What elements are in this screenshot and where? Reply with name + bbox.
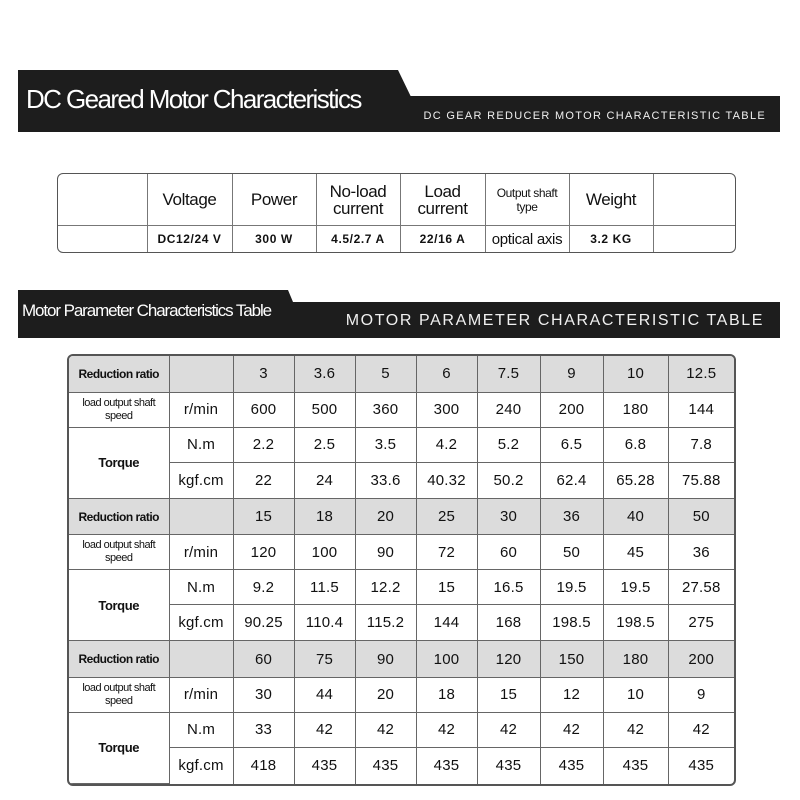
torque-kgf-value: 435	[668, 747, 734, 783]
torque-nm-value: 42	[603, 712, 668, 747]
speed-value: 500	[294, 392, 355, 427]
torque-nm-unit: N.m	[169, 427, 233, 462]
torque-kgf-unit: kgf.cm	[169, 462, 233, 498]
ratio-value: 12.5	[668, 356, 734, 392]
torque-kgf-value: 62.4	[540, 462, 603, 498]
torque-kgf-value: 65.28	[603, 462, 668, 498]
torque-nm-value: 3.5	[355, 427, 416, 462]
torque-label: Torque	[69, 570, 169, 641]
torque-nm-unit: N.m	[169, 712, 233, 747]
speed-value: 144	[668, 392, 734, 427]
spec-value-power: 300 W	[232, 226, 316, 252]
spec-header-load-current: Load current	[400, 174, 485, 226]
reduction-ratio-row	[69, 498, 734, 534]
empty-unit-cell	[169, 356, 233, 392]
ratio-value: 9	[540, 356, 603, 392]
spec-header-shaft-type: Output shaft type	[485, 174, 569, 226]
spec-header-noload-current: No-load current	[316, 174, 400, 226]
speed-value: 120	[233, 535, 294, 570]
reduction-ratio-row	[69, 356, 734, 392]
speed-value: 20	[355, 677, 416, 712]
torque-kgf-value: 24	[294, 462, 355, 498]
speed-value: 72	[416, 535, 477, 570]
spec-empty-cell	[653, 226, 735, 252]
speed-value: 300	[416, 392, 477, 427]
speed-value: 200	[540, 392, 603, 427]
speed-value: 60	[477, 535, 540, 570]
section-title: Motor Parameter Characteristics Table	[22, 301, 272, 320]
empty-unit-cell	[169, 641, 233, 677]
torque-nm-value: 6.8	[603, 427, 668, 462]
spec-header-row	[58, 174, 735, 226]
torque-nm-value: 6.5	[540, 427, 603, 462]
torque-nm-value: 42	[668, 712, 734, 747]
torque-kgf-value: 168	[477, 605, 540, 641]
reduction-ratio-label: Reduction ratio	[69, 498, 169, 534]
torque-nm-value: 42	[416, 712, 477, 747]
speed-value: 10	[603, 677, 668, 712]
speed-value: 100	[294, 535, 355, 570]
page-subtitle: DC GEAR REDUCER MOTOR CHARACTERISTIC TABLE	[423, 110, 766, 122]
torque-nm-value: 42	[355, 712, 416, 747]
torque-kgf-value: 435	[477, 747, 540, 783]
spec-header-weight: Weight	[569, 174, 653, 226]
ratio-value: 3	[233, 356, 294, 392]
torque-nm-value: 11.5	[294, 570, 355, 605]
torque-kgf-value: 144	[416, 605, 477, 641]
speed-value: 360	[355, 392, 416, 427]
ratio-value: 90	[355, 641, 416, 677]
speed-value: 50	[540, 535, 603, 570]
ratio-value: 75	[294, 641, 355, 677]
ratio-value: 6	[416, 356, 477, 392]
torque-nm-value: 4.2	[416, 427, 477, 462]
torque-kgf-value: 435	[355, 747, 416, 783]
ratio-value: 20	[355, 498, 416, 534]
ratio-value: 3.6	[294, 356, 355, 392]
spec-empty-cell	[653, 174, 735, 226]
ratio-value: 15	[233, 498, 294, 534]
torque-kgf-value: 418	[233, 747, 294, 783]
torque-nm-value: 19.5	[540, 570, 603, 605]
ratio-value: 36	[540, 498, 603, 534]
torque-kgf-value: 50.2	[477, 462, 540, 498]
speed-value: 180	[603, 392, 668, 427]
speed-row	[69, 535, 734, 570]
spec-empty-cell	[58, 174, 147, 226]
torque-kgf-value: 75.88	[668, 462, 734, 498]
speed-unit: r/min	[169, 392, 233, 427]
spec-value-shaft-type: optical axis	[485, 226, 569, 252]
torque-label: Torque	[69, 712, 169, 783]
torque-kgf-value: 90.25	[233, 605, 294, 641]
parameter-table	[67, 354, 736, 786]
torque-nm-value: 2.5	[294, 427, 355, 462]
speed-row	[69, 677, 734, 712]
torque-kgf-value: 275	[668, 605, 734, 641]
ratio-value: 30	[477, 498, 540, 534]
section-subtitle: MOTOR PARAMETER CHARACTERISTIC TABLE	[345, 312, 764, 329]
torque-label: Torque	[69, 427, 169, 498]
speed-value: 240	[477, 392, 540, 427]
speed-value: 15	[477, 677, 540, 712]
torque-nm-row	[69, 712, 734, 747]
spec-table	[57, 173, 736, 253]
spec-header-voltage: Voltage	[147, 174, 232, 226]
torque-nm-value: 42	[477, 712, 540, 747]
speed-value: 45	[603, 535, 668, 570]
torque-kgf-value: 115.2	[355, 605, 416, 641]
ratio-value: 120	[477, 641, 540, 677]
speed-value: 36	[668, 535, 734, 570]
torque-kgf-value: 110.4	[294, 605, 355, 641]
ratio-value: 150	[540, 641, 603, 677]
torque-nm-value: 27.58	[668, 570, 734, 605]
speed-unit: r/min	[169, 535, 233, 570]
speed-unit: r/min	[169, 677, 233, 712]
speed-value: 600	[233, 392, 294, 427]
torque-kgf-value: 198.5	[540, 605, 603, 641]
header-banner	[18, 70, 780, 132]
ratio-value: 10	[603, 356, 668, 392]
ratio-value: 50	[668, 498, 734, 534]
ratio-value: 25	[416, 498, 477, 534]
ratio-value: 200	[668, 641, 734, 677]
empty-unit-cell	[169, 498, 233, 534]
ratio-value: 18	[294, 498, 355, 534]
page-title: DC Geared Motor Characteristics	[26, 84, 361, 114]
speed-label: load output shaft speed	[69, 535, 169, 570]
torque-nm-value: 9.2	[233, 570, 294, 605]
speed-value: 9	[668, 677, 734, 712]
torque-nm-value: 7.8	[668, 427, 734, 462]
ratio-value: 40	[603, 498, 668, 534]
section-banner	[18, 290, 780, 338]
torque-nm-row	[69, 570, 734, 605]
speed-value: 44	[294, 677, 355, 712]
torque-kgf-value: 198.5	[603, 605, 668, 641]
torque-kgf-value: 435	[603, 747, 668, 783]
torque-nm-value: 15	[416, 570, 477, 605]
spec-empty-cell	[58, 226, 147, 252]
torque-kgf-value: 435	[294, 747, 355, 783]
spec-value-noload-current: 4.5/2.7 A	[316, 226, 400, 252]
torque-kgf-row	[69, 605, 734, 641]
speed-value: 90	[355, 535, 416, 570]
torque-nm-value: 42	[294, 712, 355, 747]
torque-nm-value: 5.2	[477, 427, 540, 462]
torque-kgf-value: 435	[540, 747, 603, 783]
ratio-value: 5	[355, 356, 416, 392]
ratio-value: 180	[603, 641, 668, 677]
torque-kgf-row	[69, 747, 734, 783]
spec-value-weight: 3.2 KG	[569, 226, 653, 252]
torque-nm-value: 33	[233, 712, 294, 747]
torque-kgf-value: 22	[233, 462, 294, 498]
ratio-value: 60	[233, 641, 294, 677]
torque-nm-value: 19.5	[603, 570, 668, 605]
spec-value-load-current: 22/16 A	[400, 226, 485, 252]
ratio-value: 100	[416, 641, 477, 677]
ratio-value: 7.5	[477, 356, 540, 392]
torque-kgf-unit: kgf.cm	[169, 605, 233, 641]
torque-nm-value: 2.2	[233, 427, 294, 462]
speed-label: load output shaft speed	[69, 392, 169, 427]
spec-value-row	[58, 226, 735, 252]
reduction-ratio-label: Reduction ratio	[69, 641, 169, 677]
torque-nm-unit: N.m	[169, 570, 233, 605]
speed-value: 30	[233, 677, 294, 712]
speed-value: 18	[416, 677, 477, 712]
speed-value: 12	[540, 677, 603, 712]
torque-nm-value: 16.5	[477, 570, 540, 605]
torque-kgf-value: 435	[416, 747, 477, 783]
torque-kgf-unit: kgf.cm	[169, 747, 233, 783]
torque-kgf-value: 33.6	[355, 462, 416, 498]
torque-kgf-row	[69, 462, 734, 498]
speed-label: load output shaft speed	[69, 677, 169, 712]
torque-nm-row	[69, 427, 734, 462]
spec-header-power: Power	[232, 174, 316, 226]
torque-nm-value: 12.2	[355, 570, 416, 605]
speed-row	[69, 392, 734, 427]
torque-kgf-value: 40.32	[416, 462, 477, 498]
reduction-ratio-label: Reduction ratio	[69, 356, 169, 392]
spec-value-voltage: DC12/24 V	[147, 226, 232, 252]
reduction-ratio-row	[69, 641, 734, 677]
torque-nm-value: 42	[540, 712, 603, 747]
